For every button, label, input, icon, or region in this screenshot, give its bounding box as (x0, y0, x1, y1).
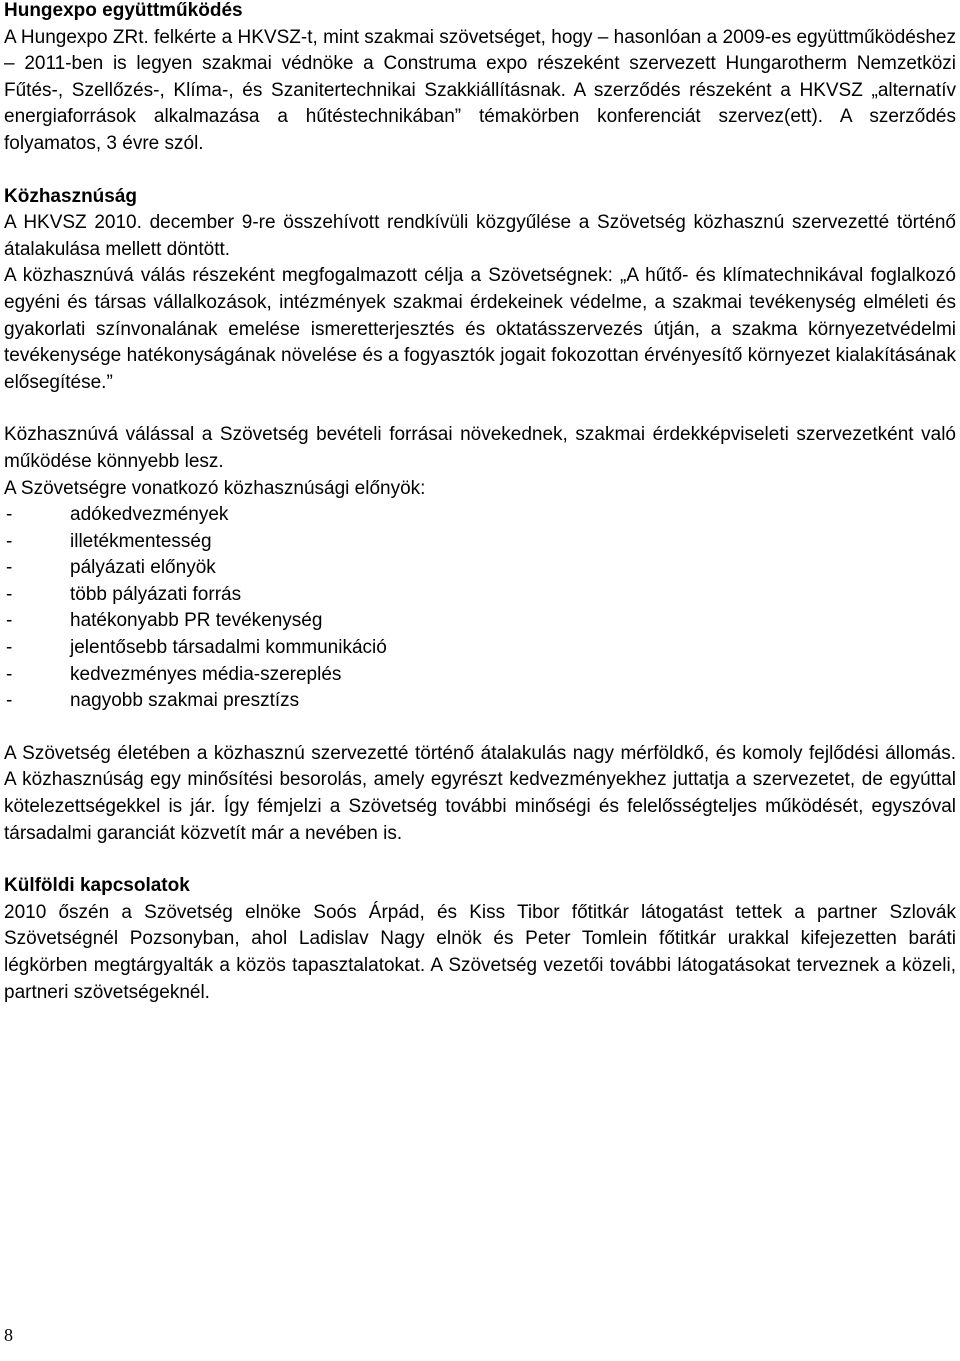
list-item (4, 662, 956, 689)
paragraph-hungexpo: A Hungexpo ZRt. felkérte a HKVSZ-t, mint szakmai szövetséget, hogy – hasonlóan a 2009-es együttműködéshez – 2011-ben is legyen szakmai védnöke a Construma expo részeként szervezett Hungarotherm Nemzetközi Fűtés-, Szellőzés-, Klíma-, és Szanitertechnikai Szakkiállításnak. A szerződés részeként a HKVSZ „alternatív energiaforrások alkalmazása a hűtéstechnikában” témakörben konferenciát szervez(ett). A szerződés folyamatos, 3 évre szól. (4, 26, 956, 154)
list-item-label: illetékmentesség (70, 530, 212, 552)
list-item-label: jelentősebb társadalmi kommunikáció (70, 637, 387, 659)
paragraph-decision: A HKVSZ 2010. december 9-re összehívott rendkívüli közgyűlése a Szövetség közhasznú szervezetté történő átalakulása mellett döntött. (4, 212, 956, 260)
section-kulfoldi (4, 873, 956, 1006)
section-kozhasznusag (4, 184, 956, 848)
list-dash: - (6, 583, 13, 605)
list-dash: - (6, 637, 13, 659)
list-item (4, 555, 956, 582)
paragraph-goal: A közhasznúvá válás részeként megfogalmazott célja a Szövetségnek: „A hűtő- és klímatechnikával foglalkozó egyéni és társas vállalkozások, intézmények szakmai érdekeinek védelme, a szakmai tevékenység elméleti és gyakorlati színvonalának emelése ismeretterjesztés és oktatásszervezés útján, a szakma környezetvédelmi tevékenysége hatékonyságának növelése és a fogyasztók jogait fokozottan érvényesítő környezet kialakításának elősegítése.” (4, 265, 956, 393)
list-item-label: hatékonyabb PR tevékenység (70, 610, 323, 632)
list-item (4, 635, 956, 662)
spacer (4, 158, 956, 184)
section-title-kulfoldi: Külföldi kapcsolatok (4, 875, 190, 897)
list-item (4, 529, 956, 556)
list-item (4, 582, 956, 609)
section-title-hungexpo: Hungexpo együttműködés (4, 0, 243, 21)
document-page (4, 0, 956, 1006)
page-number: 8 (4, 1325, 13, 1345)
paragraph-kulfoldi: 2010 őszén a Szövetség elnöke Soós Árpád, és Kiss Tibor főtitkár látogatást tettek a partner Szlovák Szövetségnél Pozsonyban, ahol Ladislav Nagy elnök és Peter Tomlein főtitkár urakkal kifejezetten baráti légkörben megtárgyalták a közös tapasztalatokat. A Szövetség vezetői további látogatásokat terveznek a közeli, partneri szövetségeknél. (4, 901, 956, 1003)
list-dash: - (6, 557, 13, 579)
list-item-label: adókedvezmények (70, 504, 229, 526)
list-item-label: több pályázati forrás (70, 583, 242, 605)
list-dash: - (6, 504, 13, 526)
paragraph-revenue: Közhasznúvá válással a Szövetség bevételi forrásai növekednek, szakmai érdekképviseleti szervezetként való működése könnyebb lesz. (4, 424, 956, 472)
list-dash: - (6, 663, 13, 685)
list-dash: - (6, 610, 13, 632)
spacer (4, 847, 956, 873)
paragraph-benefits-intro: A Szövetségre vonatkozó közhasznúsági előnyök: (4, 477, 426, 499)
section-title-kozhasznusag: Közhasznúság (4, 185, 138, 207)
list-dash: - (6, 530, 13, 552)
list-item-label: nagyobb szakmai presztízs (70, 690, 300, 712)
list-dash: - (6, 690, 13, 712)
section-hungexpo (4, 0, 956, 158)
list-item-label: kedvezményes média-szereplés (70, 663, 342, 685)
spacer (4, 715, 956, 741)
list-item (4, 502, 956, 529)
list-item (4, 608, 956, 635)
spacer (4, 396, 956, 422)
benefits-list (4, 502, 956, 715)
paragraph-closing: A Szövetség életében a közhasznú szervezetté történő átalakulás nagy mérföldkő, és komoly fejlődési állomás. A közhasznúság egy minősítési besorolás, amely egyrészt kedvezményekhez juttatja a szervezetet, de egyúttal kötelezettségekkel is jár. Így fémjelzi a Szövetség további minőségi és felelősségteljes működését, egyszóval társadalmi garanciát közvetít már a nevében is. (4, 742, 956, 844)
list-item-label: pályázati előnyök (70, 557, 216, 579)
list-item (4, 688, 956, 715)
